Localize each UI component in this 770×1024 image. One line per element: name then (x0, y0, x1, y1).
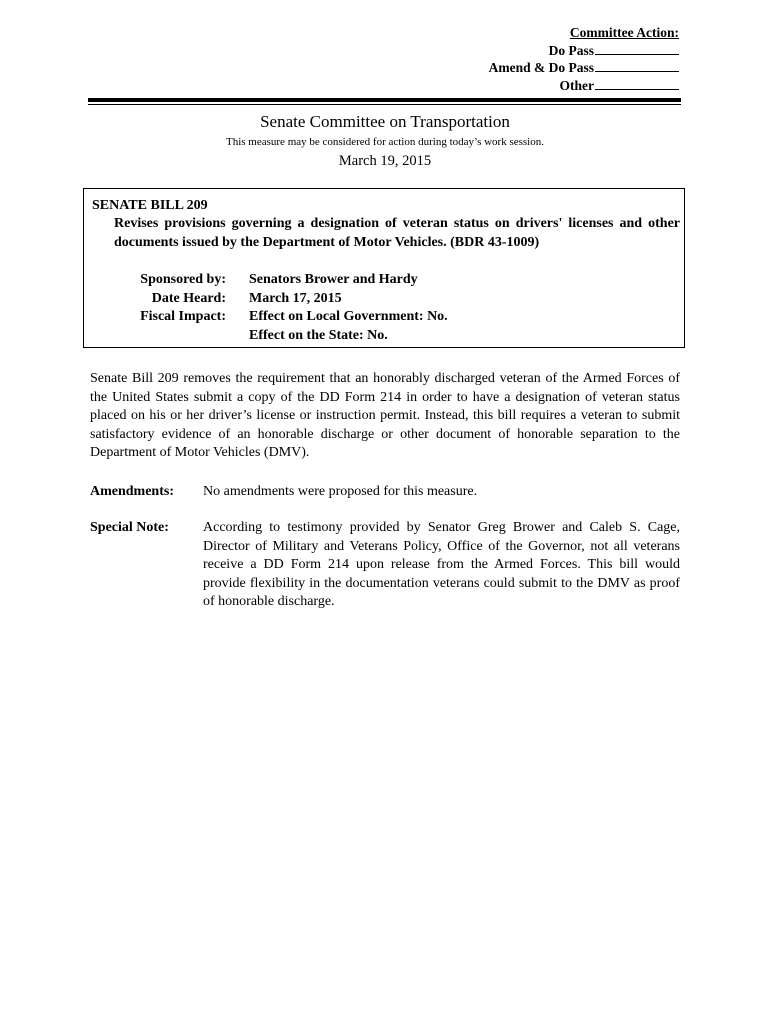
date-heard-value: March 17, 2015 (249, 290, 342, 306)
fiscal-state-value: Effect on the State: No. (249, 327, 388, 343)
bill-summary-box (83, 188, 685, 348)
committee-action-title: Committee Action: (569, 25, 679, 40)
action-row-other (489, 77, 679, 95)
committee-action-block (489, 24, 679, 94)
bill-summary-paragraph: Senate Bill 209 removes the requirement that an honorably discharged veteran of the Armed Forces of the United States submit a copy of the DD Form 214 in order to have a designation of veteran status placed on his or her driver’s license or instruction permit. Instead, this bill requires a veteran to submit satisfactory evidence of an honorable discharge or other document of honorable separation to the Department of Motor Vehicles (DMV). (90, 371, 680, 460)
bill-metadata (84, 271, 684, 345)
amendments-label: Amendments: (90, 484, 174, 499)
fiscal-impact-label: Fiscal Impact: (140, 309, 226, 324)
action-blank-amend-do-pass (595, 59, 679, 72)
action-row-amend-do-pass (489, 59, 679, 77)
action-label-do-pass: Do Pass (548, 42, 594, 58)
header-rule-thick (88, 98, 681, 102)
meta-row-fiscal-state (84, 327, 684, 346)
sponsored-by-value: Senators Brower and Hardy (249, 272, 418, 287)
action-row-do-pass (489, 42, 679, 60)
date-heard-label: Date Heard: (151, 290, 226, 306)
special-note-label: Special Note: (90, 520, 169, 535)
work-session-date: March 19, 2015 (338, 153, 432, 169)
sponsored-by-label: Sponsored by: (140, 272, 226, 287)
action-blank-do-pass (595, 42, 679, 55)
special-note-text: According to testimony provided by Senator Greg Brower and Caleb S. Cage, Director of Military and Veterans Policy, Office of the Governor, not all veterans receive a DD Form 214 upon release from the Armed Forces. This bill would provide flexibility in the documentation veterans could submit to the DMV as proof of honorable discharge. (203, 520, 680, 609)
meta-row-sponsor (84, 271, 684, 290)
bill-number: SENATE BILL 209 (92, 198, 208, 213)
session-note: This measure may be considered for action during today’s work session. (225, 136, 544, 148)
action-label-amend-do-pass: Amend & Do Pass (488, 60, 594, 75)
committee-name: Senate Committee on Transportation (260, 112, 510, 131)
fiscal-local-value: Effect on Local Government: No. (249, 309, 448, 324)
header-rule-thin (88, 104, 681, 105)
amendments-text: No amendments were proposed for this measure. (203, 484, 478, 499)
action-label-other: Other (559, 77, 594, 93)
meta-row-fiscal-local (84, 308, 684, 327)
bill-description: Revises provisions governing a designation of veteran status on drivers' licenses and other documents issued by the Department of Motor Vehicles. (BDR 43-1009) (114, 216, 680, 250)
action-blank-other (595, 77, 679, 90)
meta-row-date-heard (84, 290, 684, 309)
